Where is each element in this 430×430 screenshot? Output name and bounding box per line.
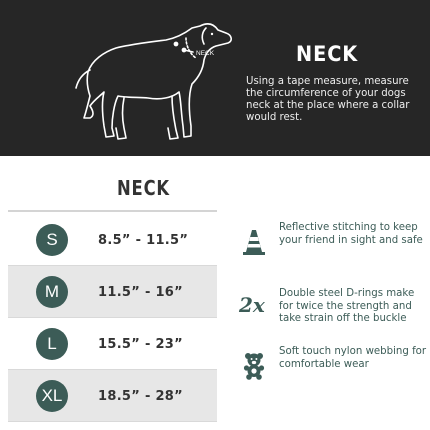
hero-description: Using a tape measure, measure the circumference of your dogs neck at the place where a collar would rest. — [246, 76, 410, 123]
hero-title: NECK — [296, 42, 359, 66]
size-badge: L — [36, 328, 68, 360]
feature-text: Reflective stitching to keep your friend in sight and safe — [279, 222, 423, 246]
feature-d-rings — [236, 288, 426, 338]
feature-text: Double steel D-rings make for twice the strength and take strain off the buckle — [279, 288, 415, 324]
size-range: 18.5” - 28” — [98, 388, 184, 404]
size-range: 15.5” - 23” — [98, 336, 184, 352]
size-range: 8.5” - 11.5” — [98, 232, 189, 248]
feature-reflective — [236, 222, 426, 272]
size-row-l — [8, 318, 217, 370]
traffic-cone-icon — [242, 228, 266, 256]
teddy-bear-icon — [242, 352, 266, 380]
dog-neck-label: NECK — [196, 50, 215, 57]
size-table — [8, 214, 217, 422]
size-row-m — [8, 266, 217, 318]
size-chart-title: NECK — [117, 176, 170, 200]
size-chart-section — [0, 156, 430, 430]
divider — [8, 210, 217, 212]
size-row-xl — [8, 370, 217, 422]
size-badge: XL — [36, 380, 68, 412]
size-badge: S — [36, 224, 68, 256]
size-badge: M — [36, 276, 68, 308]
size-range: 11.5” - 16” — [98, 284, 184, 300]
feature-webbing — [236, 346, 426, 396]
size-row-s — [8, 214, 217, 266]
dog-outline-illustration — [0, 0, 240, 156]
2x-strength-icon: 2x — [239, 293, 265, 317]
feature-text: Soft touch nylon webbing for comfortable wear — [279, 346, 427, 370]
hero-banner — [0, 0, 430, 156]
